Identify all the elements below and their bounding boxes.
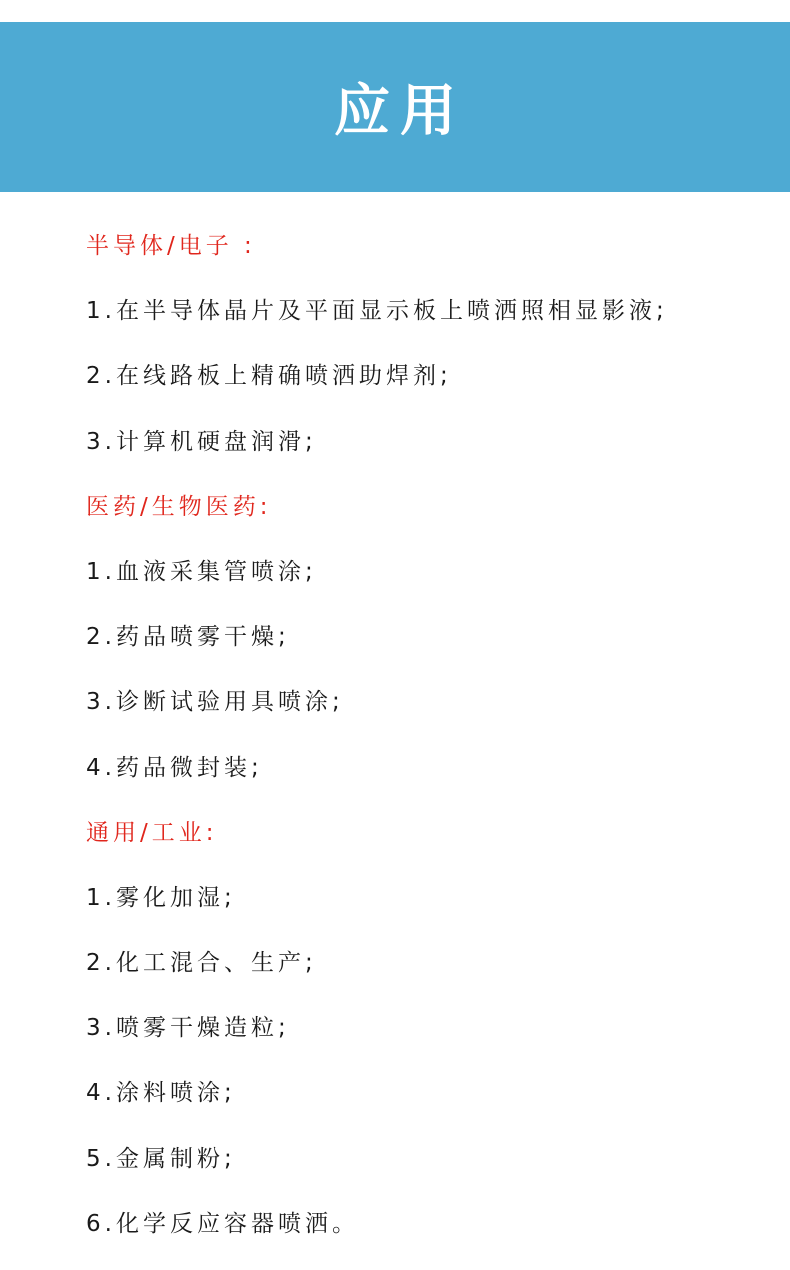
title-banner <box>0 22 790 192</box>
applications-list <box>86 214 766 1257</box>
page-title: 应用 <box>334 78 466 144</box>
list-item: 2.化工混合、生产; <box>86 950 317 977</box>
list-item: 1.雾化加湿; <box>86 884 236 911</box>
list-item: 1.血液采集管喷涂; <box>86 558 317 585</box>
list-item: 3.诊断试验用具喷涂; <box>86 689 344 716</box>
list-item: 5.金属制粉; <box>86 1145 236 1172</box>
section-heading-industrial: 通用/工业: <box>86 819 218 846</box>
list-item: 4.涂料喷涂; <box>86 1080 236 1107</box>
list-item: 6.化学反应容器喷洒。 <box>86 1210 359 1237</box>
list-item: 3.喷雾干燥造粒; <box>86 1015 290 1042</box>
section-heading-medical: 医药/生物医药: <box>86 493 272 520</box>
section-heading-semiconductor: 半导体/电子 : <box>86 233 256 259</box>
list-item: 2.在线路板上精确喷洒助焊剂; <box>86 363 452 390</box>
list-item: 1.在半导体晶片及平面显示板上喷洒照相显影液; <box>86 298 668 325</box>
list-item: 4.药品微封装; <box>86 754 263 781</box>
list-item: 3.计算机硬盘润滑; <box>86 428 317 455</box>
list-item: 2.药品喷雾干燥; <box>86 624 290 651</box>
